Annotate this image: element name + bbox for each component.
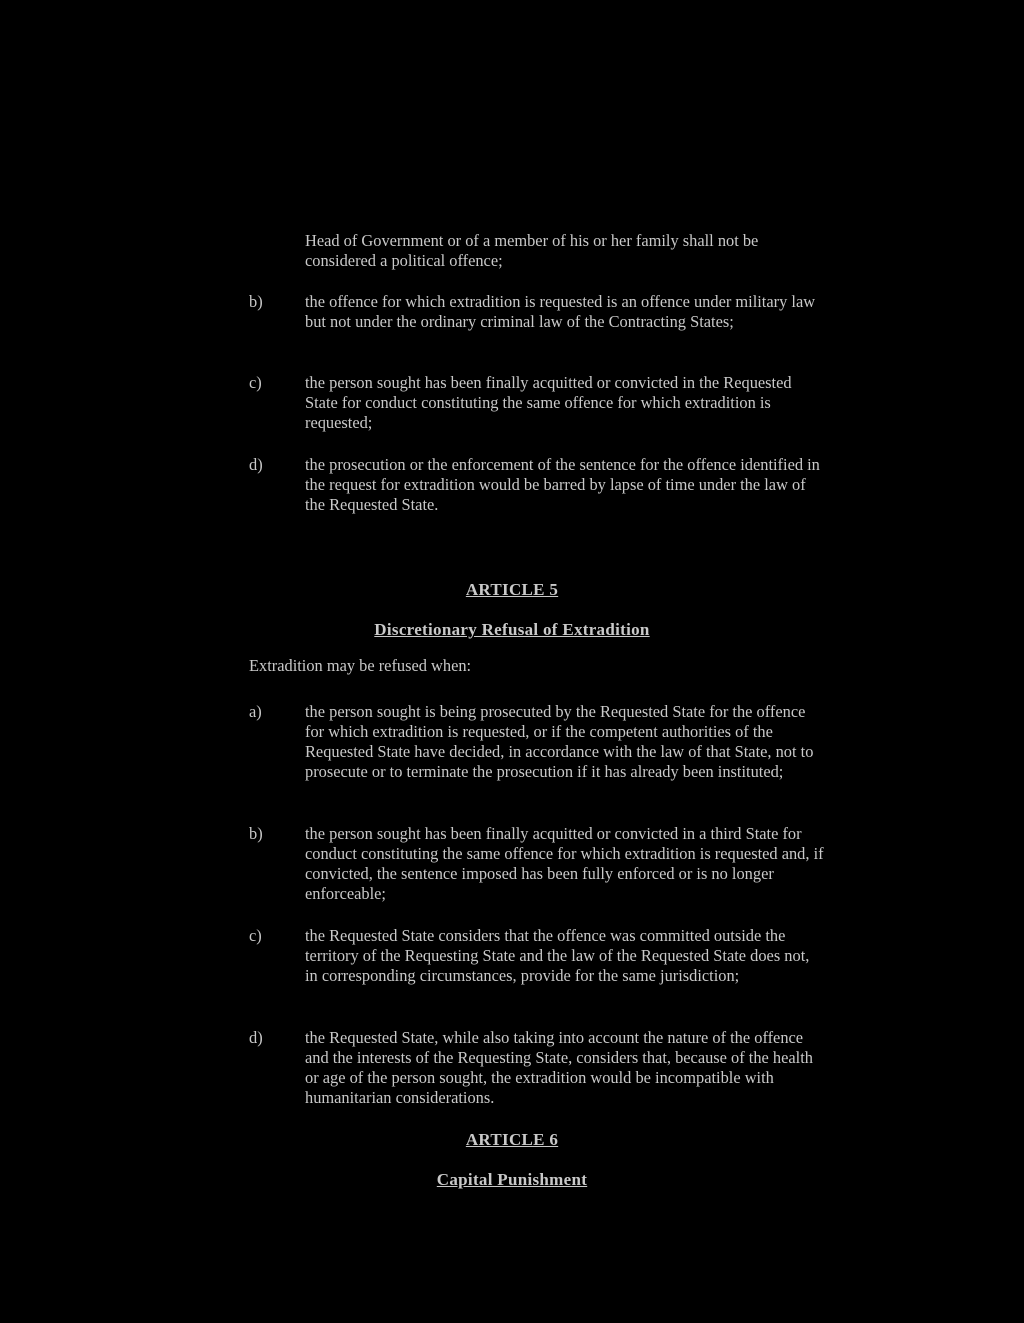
list-marker: b) xyxy=(249,292,263,311)
article-5-subheading: Discretionary Refusal of Extradition xyxy=(374,620,650,639)
list-item-text: the Requested State considers that the offence was committed outside the territory of the Requesting State and the law of the Requested State does not, in corresponding circumstances, provide for the same jurisdiction; xyxy=(305,926,810,985)
article-5-heading: ARTICLE 5 xyxy=(465,580,559,599)
list-marker: c) xyxy=(249,926,262,945)
list-item-text: the prosecution or the enforcement of the sentence for the offence identified in the request for extradition would be barred by lapse of time under the law of the Requested State. xyxy=(305,455,820,514)
list-marker: d) xyxy=(249,455,263,474)
article-6-subheading: Capital Punishment xyxy=(436,1170,588,1189)
list-marker: a) xyxy=(249,702,262,721)
list-item-text: the Requested State, while also taking into account the nature of the offence and the interests of the Requesting State, considers that, because of the health or age of the person sought, the extradition would be incompatible with humanitarian considerations. xyxy=(305,1028,813,1107)
list-marker: d) xyxy=(249,1028,263,1047)
article-6-heading: ARTICLE 6 xyxy=(465,1130,559,1149)
list-item-text: the offence for which extradition is requested is an offence under military law but not under the ordinary criminal law of the Contracting States; xyxy=(305,292,816,331)
continuation-paragraph: Head of Government or of a member of his or her family shall not be considered a political offence; xyxy=(305,231,759,270)
list-item-text: the person sought has been finally acquitted or convicted in a third State for conduct constituting the same offence for which extradition is requested and, if convicted, the sentence imposed has been fully enforced or is no longer enforceable; xyxy=(305,824,824,903)
article-5-intro: Extradition may be refused when: xyxy=(249,656,472,675)
list-item-text: the person sought has been finally acquitted or convicted in the Requested State for conduct constituting the same offence for which extradition is requested; xyxy=(305,373,792,432)
list-item-text: the person sought is being prosecuted by the Requested State for the offence for which extradition is requested, or if the competent authorities of the Requested State have decided, in accordance with the law of that State, not to prosecute or to terminate the prosecution if it has already been instituted; xyxy=(305,702,814,781)
list-marker: c) xyxy=(249,373,262,392)
list-marker: b) xyxy=(249,824,263,843)
